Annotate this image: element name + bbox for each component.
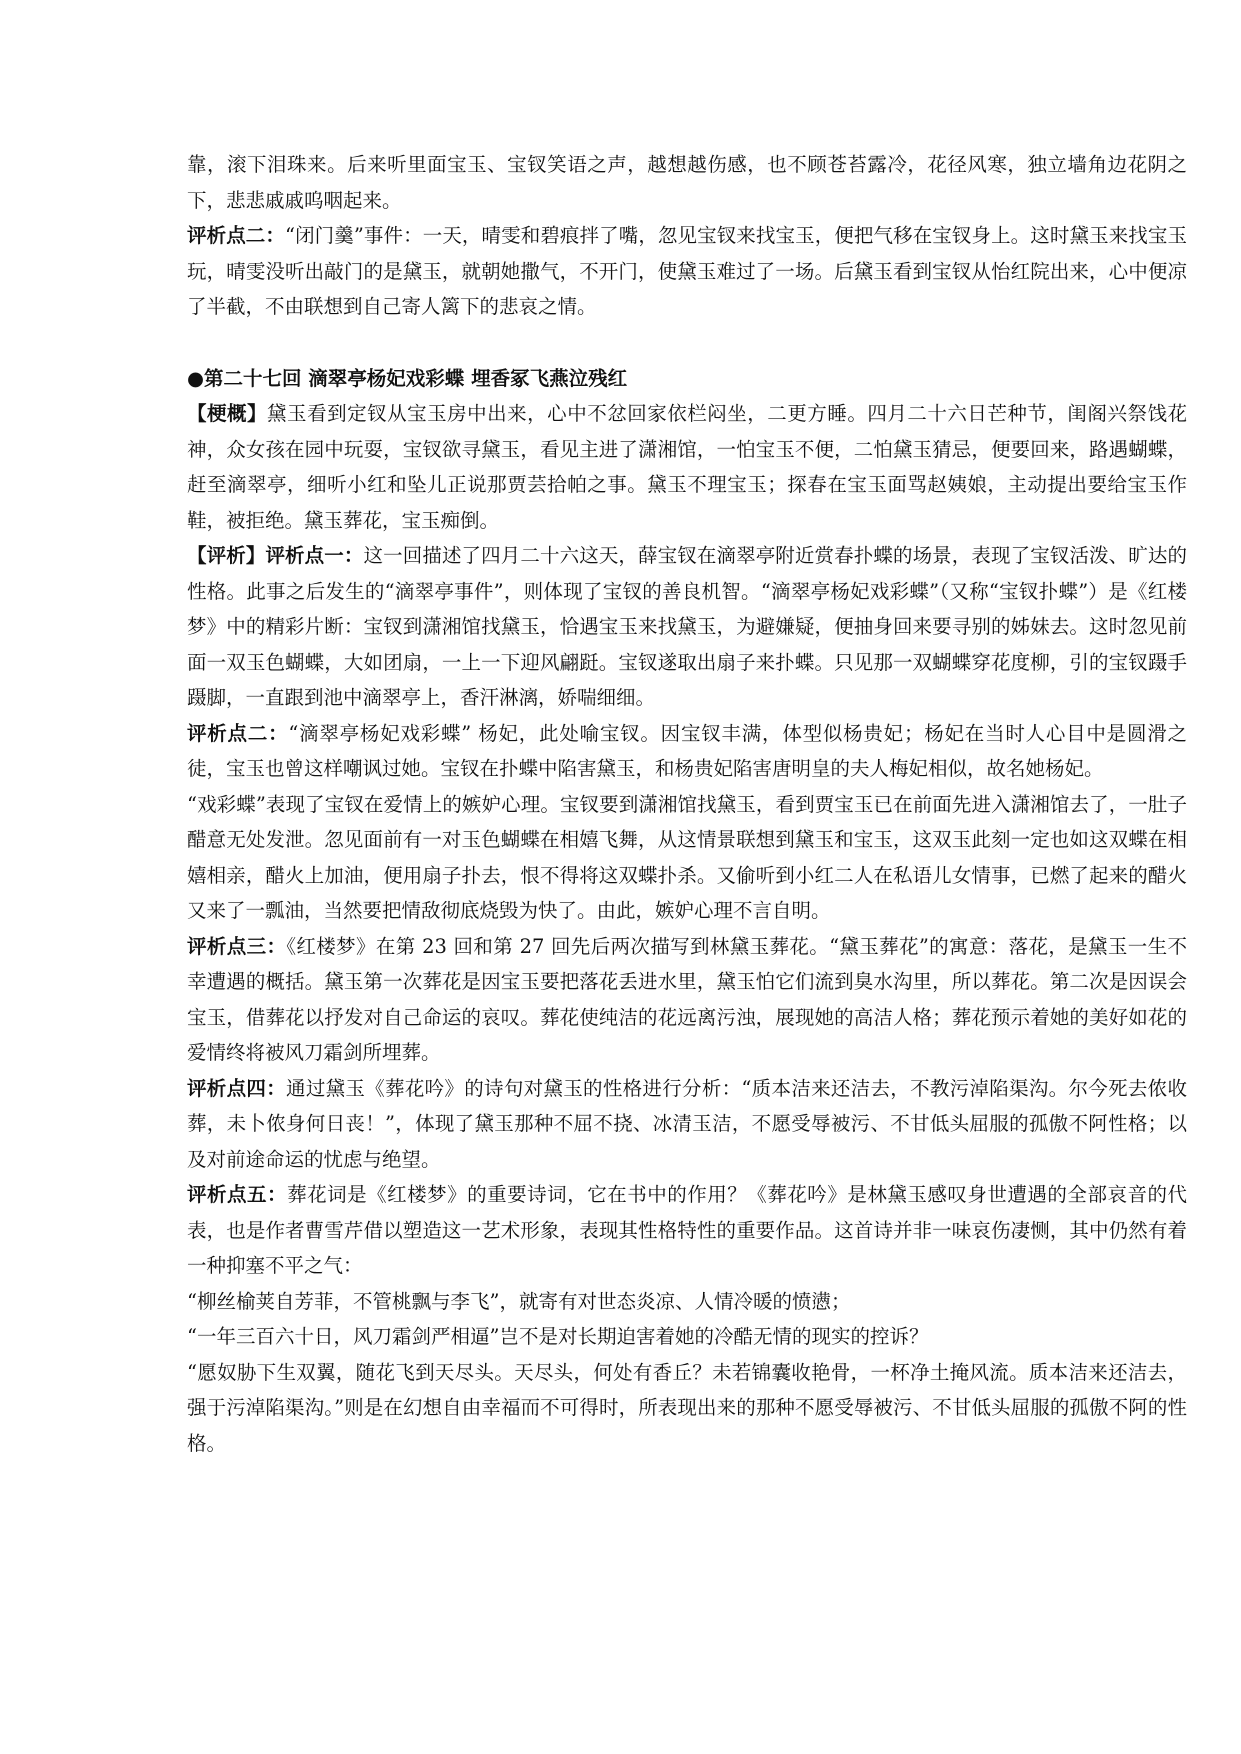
analysis-text: 葬花词是《红楼梦》的重要诗词，它在书中的作用？《葬花吟》是林黛玉感叹身世遭遇的全部哀音的代表，也是作者曹雪芹借以塑造这一艺术形象，表现其性格特性的重要作品。这首诗并非一味哀伤凄恻，其中仍然有着一种抑塞不平之气： xyxy=(187,1183,1187,1277)
section-gap xyxy=(187,325,1187,361)
summary-label: 【梗概】 xyxy=(187,402,268,425)
summary-paragraph xyxy=(187,396,1187,538)
analysis-text: 《红楼梦》在第 23 回和第 27 回先后两次描写到林黛玉葬花。“黛玉葬花”的寓意：落花，是黛玉一生不幸遭遇的概括。黛玉第一次葬花是因宝玉要把落花丢进水里，黛玉怕它们流到臭水沟里，所以葬花。第二次是因误会宝玉，借葬花以抒发对自己命运的哀叹。葬花使纯洁的花远离污浊，展现她的高洁人格；葬花预示着她的美好如花的爱情终将被风刀霜剑所埋葬。 xyxy=(187,934,1187,1064)
summary-text: 黛玉看到定钗从宝玉房中出来，心中不忿回家依栏闷坐，二更方睡。四月二十六日芒种节，闺阁兴祭饯花神，众女孩在园中玩耍，宝钗欲寻黛玉，看见主进了潇湘馆，一怕宝玉不便，二怕黛玉猜忌，便要回来，路遇蝴蝶，赶至滴翠亭，细听小红和坠儿正说那贾芸拾帕之事。黛玉不理宝玉；探春在宝玉面骂赵姨娘，主动提出要给宝玉作鞋，被拒绝。黛玉葬花，宝玉痴倒。 xyxy=(187,402,1187,532)
analysis-label: 评析点四： xyxy=(187,1076,287,1100)
analysis-point-2-prev xyxy=(187,218,1187,325)
analysis-text: “滴翠亭杨妃戏彩蝶” 杨妃，此处喻宝钗。因宝钗丰满，体型似杨贵妃；杨妃在当时人心目中是圆滑之徒，宝玉也曾这样嘲讽过她。宝钗在扑蝶中陷害黛玉，和杨贵妃陷害唐明皇的夫人梅妃相似，故名她杨妃。 xyxy=(187,721,1187,780)
quote-line-2: “一年三百六十日，风刀霜剑严相逼”岂不是对长期迫害着她的冷酷无情的现实的控诉？ xyxy=(187,1325,929,1348)
analysis-point-1 xyxy=(187,538,1187,716)
analysis-label: 评析点三： xyxy=(187,934,287,958)
analysis-point-5 xyxy=(187,1177,1187,1284)
analysis-label: 评析点二： xyxy=(187,224,285,247)
analysis-text: 这一回描述了四月二十六这天，薛宝钗在滴翠亭附近赏春扑蝶的场景，表现了宝钗活泼、旷达的性格。此事之后发生的“滴翠亭事件”，则体现了宝钗的善良机智。“滴翠亭杨妃戏彩蝶”（又称“宝钗扑蝶”）是《红楼梦》中的精彩片断：宝钗到潇湘馆找黛玉，恰遇宝玉来找黛玉，为避嫌疑，便抽身回来要寻别的姊妹去。这时忽见前面一双玉色蝴蝶，大如团扇，一上一下迎风翩跹。宝钗遂取出扇子来扑蝶。只见那一双蝴蝶穿花度柳，引的宝钗蹑手蹑脚，一直跟到池中滴翠亭上，香汗淋漓，娇喘细细。 xyxy=(187,544,1187,709)
analysis-label: 评析点五： xyxy=(187,1183,288,1206)
quote-line-3: “愿奴胁下生双翼，随花飞到天尽头。天尽头，何处有香丘？未若锦囊收艳骨，一杯净土掩风流。质本洁来还洁去，强于污淖陷渠沟。”则是在幻想自由幸福而不可得时，所表现出来的那种不愿受辱被污、不甘低头屈服的孤傲不阿的性格。 xyxy=(187,1360,1187,1455)
quote-line-1: “柳丝榆荚自芳菲，不管桃飘与李飞”，就寄有对世态炎凉、人情冷暖的愤懑； xyxy=(187,1289,851,1313)
paragraph-continuation: 靠，滚下泪珠来。后来听里面宝玉、宝钗笑语之声，越想越伤感，也不顾苍苔露冷，花径风寒，独立墙角边花阴之下，悲悲戚戚呜咽起来。 xyxy=(187,153,1187,212)
analysis-point-4 xyxy=(187,1071,1187,1178)
analysis-point-2-continued: “戏彩蝶”表现了宝钗在爱情上的嫉妒心理。宝钗要到潇湘馆找黛玉，看到贾宝玉已在前面先进入潇湘馆去了，一肚子醋意无处发泄。忽见面前有一对玉色蝴蝶在相嬉飞舞，从这情景联想到黛玉和宝玉，这双玉此刻一定也如这双蝶在相嬉相亲，醋火上加油，便用扇子扑去，恨不得将这双蝶扑杀。又偷听到小红二人在私语儿女情事，已燃了起来的醋火又来了一瓢油，当然要把情敌彻底烧毁为快了。由此，嫉妒心理不言自明。 xyxy=(187,792,1187,922)
analysis-label: 【评析】评析点一： xyxy=(187,544,364,567)
analysis-point-2 xyxy=(187,716,1187,787)
analysis-point-3 xyxy=(187,929,1187,1071)
chapter-heading: ●第二十七回 滴翠亭杨妃戏彩蝶 埋香冢飞燕泣残红 xyxy=(187,366,628,390)
document-body xyxy=(187,147,1187,1461)
analysis-text: “闭门羹”事件：一天，晴雯和碧痕拌了嘴，忽见宝钗来找宝玉，便把气移在宝钗身上。这时黛玉来找宝玉玩，晴雯没听出敲门的是黛玉，就朝她撒气，不开门，使黛玉难过了一场。后黛玉看到宝钗从怡红院出来，心中便凉了半截，不由联想到自己寄人篱下的悲哀之情。 xyxy=(187,224,1187,318)
analysis-label: 评析点二： xyxy=(187,721,289,745)
analysis-text: 通过黛玉《葬花吟》的诗句对黛玉的性格进行分析：“质本洁来还洁去，不教污淖陷渠沟。尔今死去侬收葬，未卜侬身何日丧！”，体现了黛玉那种不屈不挠、冰清玉洁，不愿受辱被污、不甘低头屈服的孤傲不阿性格；以及对前途命运的忧虑与绝望。 xyxy=(187,1076,1187,1171)
